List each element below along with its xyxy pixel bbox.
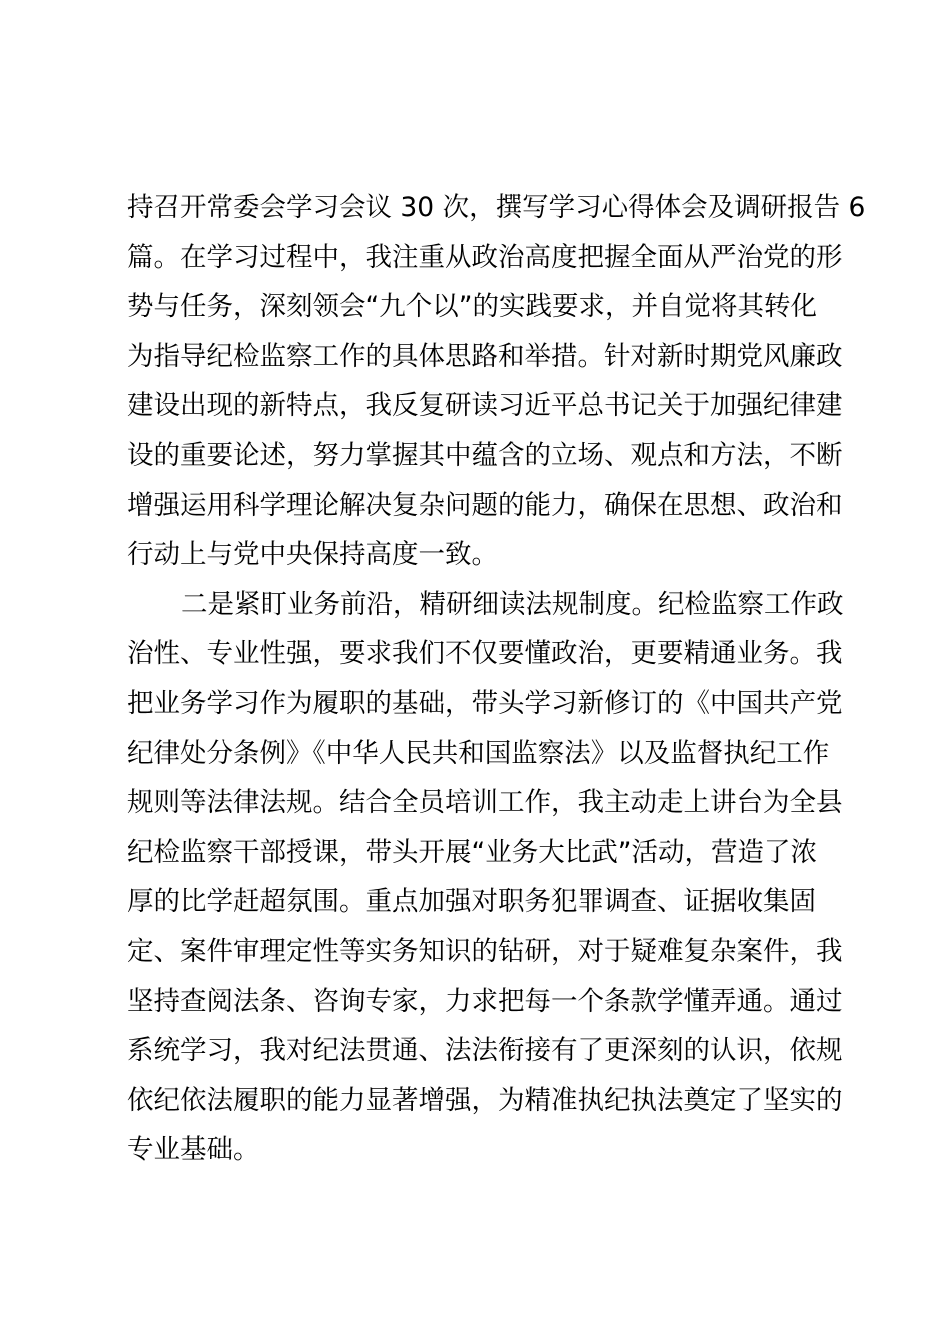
document-page: [127, 186, 866, 1178]
text-line: 治性、专业性强，要求我们不仅要懂政治，更要精通业务。我: [127, 638, 843, 670]
text-line: 坚持查阅法条、咨询专家，力求把每一个条款学懂弄通。通过: [127, 985, 843, 1017]
text-line: 规则等法律法规。结合全员培训工作，我主动走上讲台为全县: [127, 787, 843, 819]
text-line: 篇。在学习过程中，我注重从政治高度把握全面从严治党的形: [127, 241, 843, 273]
text-line: 系统学习，我对纪法贯通、法法衔接有了更深刻的认识，依规: [127, 1035, 843, 1067]
text-line: 专业基础。: [127, 1134, 260, 1166]
text-line-indented: 二是紧盯业务前沿，精研细读法规制度。纪检监察工作政: [181, 588, 844, 620]
text-line: 势与任务，深刻领会“九个以”的实践要求，并自觉将其转化: [127, 291, 817, 323]
text-line: 设的重要论述，努力掌握其中蕴含的立场、观点和方法，不断: [127, 439, 843, 471]
text-line: 纪律处分条例》《中华人民共和国监察法》以及监督执纪工作: [127, 737, 830, 769]
text-line: 行动上与党中央保持高度一致。: [127, 539, 498, 571]
paragraph-study-meetings: [127, 186, 866, 583]
paragraph-business-study: [127, 583, 844, 1178]
text-line: 为指导纪检监察工作的具体思路和举措。针对新时期党风廉政: [127, 340, 843, 372]
text-line: 增强运用科学理论解决复杂问题的能力，确保在思想、政治和: [127, 489, 843, 521]
text-line: 依纪依法履职的能力显著增强，为精准执纪执法奠定了坚实的: [127, 1084, 843, 1116]
text-line: 把业务学习作为履职的基础，带头学习新修订的《中国共产党: [127, 687, 843, 719]
text-line: 厚的比学赶超氛围。重点加强对职务犯罪调查、证据收集固: [127, 886, 816, 918]
text-line: 建设出现的新特点，我反复研读习近平总书记关于加强纪律建: [127, 390, 843, 422]
text-line: 持召开常委会学习会议 30 次，撰写学习心得体会及调研报告 6: [127, 192, 866, 223]
text-line: 纪检监察干部授课，带头开展“业务大比武”活动，营造了浓: [127, 836, 817, 868]
text-line: 定、案件审理定性等实务知识的钻研，对于疑难复杂案件，我: [127, 935, 843, 967]
